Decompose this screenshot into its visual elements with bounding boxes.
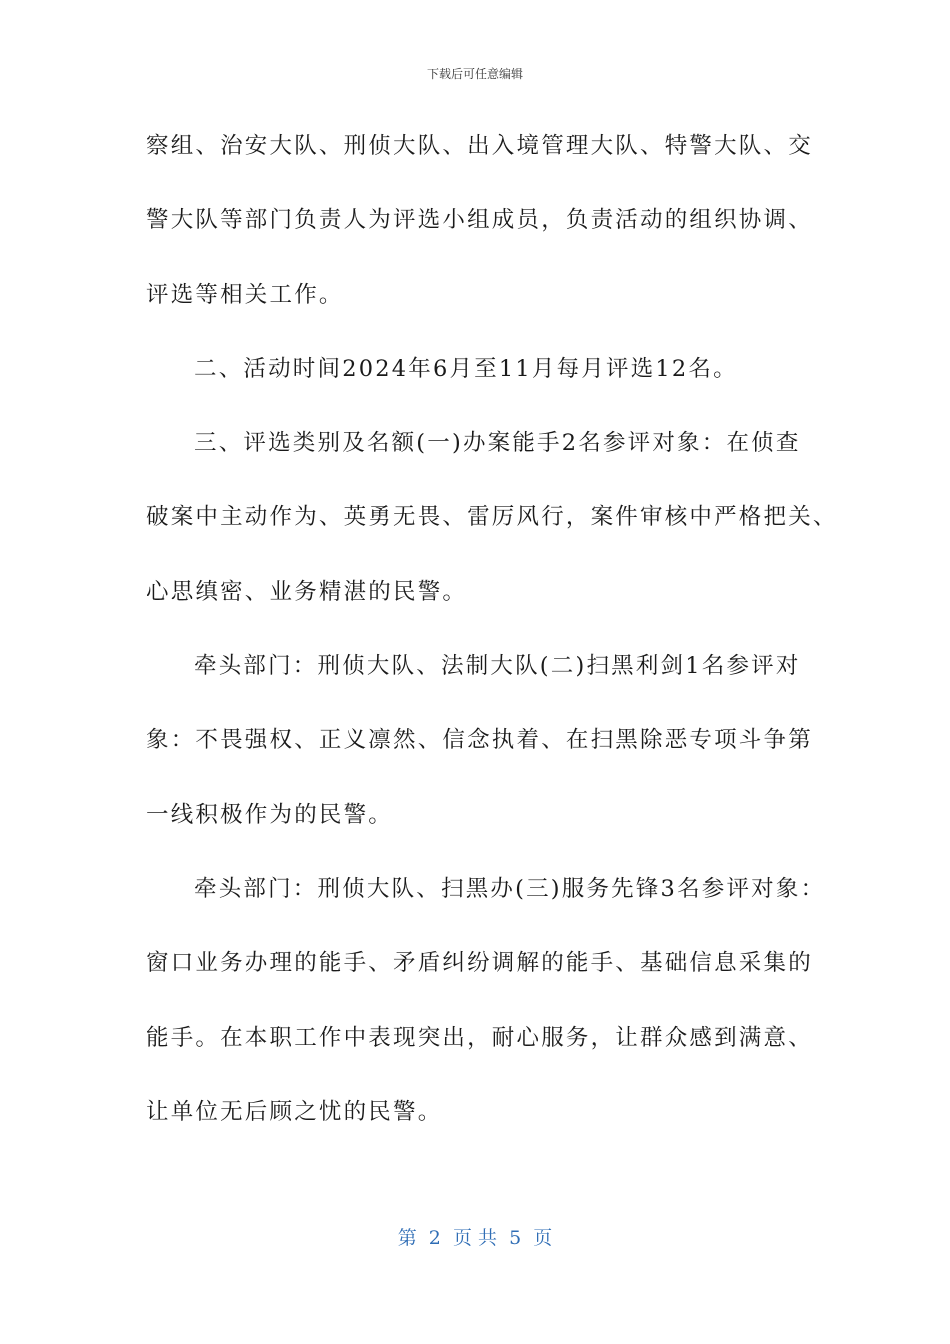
paragraph-categories: 三、评选类别及名额(一)办案能手2名参评对象：在侦查 bbox=[194, 430, 801, 457]
body-line: 让单位无后顾之忧的民警。 bbox=[146, 1098, 443, 1125]
body-line: 窗口业务办理的能手、矛盾纠纷调解的能手、基础信息采集的 bbox=[146, 950, 813, 977]
body-line: 象：不畏强权、正义凛然、信念执着、在扫黑除恶专项斗争第 bbox=[146, 727, 813, 754]
paragraph-lead-dept-2: 牵头部门：刑侦大队、扫黑办(三)服务先锋3名参评对象： bbox=[194, 875, 826, 902]
page-header-note: 下载后可任意编辑 bbox=[426, 67, 523, 81]
body-line: 一线积极作为的民警。 bbox=[146, 801, 394, 828]
body-line: 能手。在本职工作中表现突出，耐心服务，让群众感到满意、 bbox=[146, 1024, 813, 1051]
document-body bbox=[146, 127, 838, 1167]
paragraph-activity-time: 二、活动时间2024年6月至11月每月评选12名。 bbox=[194, 355, 738, 382]
page-number: 第 2 页 共 5 页 bbox=[397, 1227, 553, 1249]
body-line: 评选等相关工作。 bbox=[146, 281, 344, 308]
body-line: 察组、治安大队、刑侦大队、出入境管理大队、特警大队、交 bbox=[146, 133, 813, 159]
body-line: 破案中主动作为、英勇无畏、雷厉风行，案件审核中严格把关、 bbox=[146, 504, 838, 531]
paragraph-lead-dept-1: 牵头部门：刑侦大队、法制大队(二)扫黑利剑1名参评对 bbox=[194, 653, 801, 680]
body-line: 警大队等部门负责人为评选小组成员，负责活动的组织协调、 bbox=[146, 207, 813, 234]
body-line: 心思缜密、业务精湛的民警。 bbox=[146, 578, 468, 605]
